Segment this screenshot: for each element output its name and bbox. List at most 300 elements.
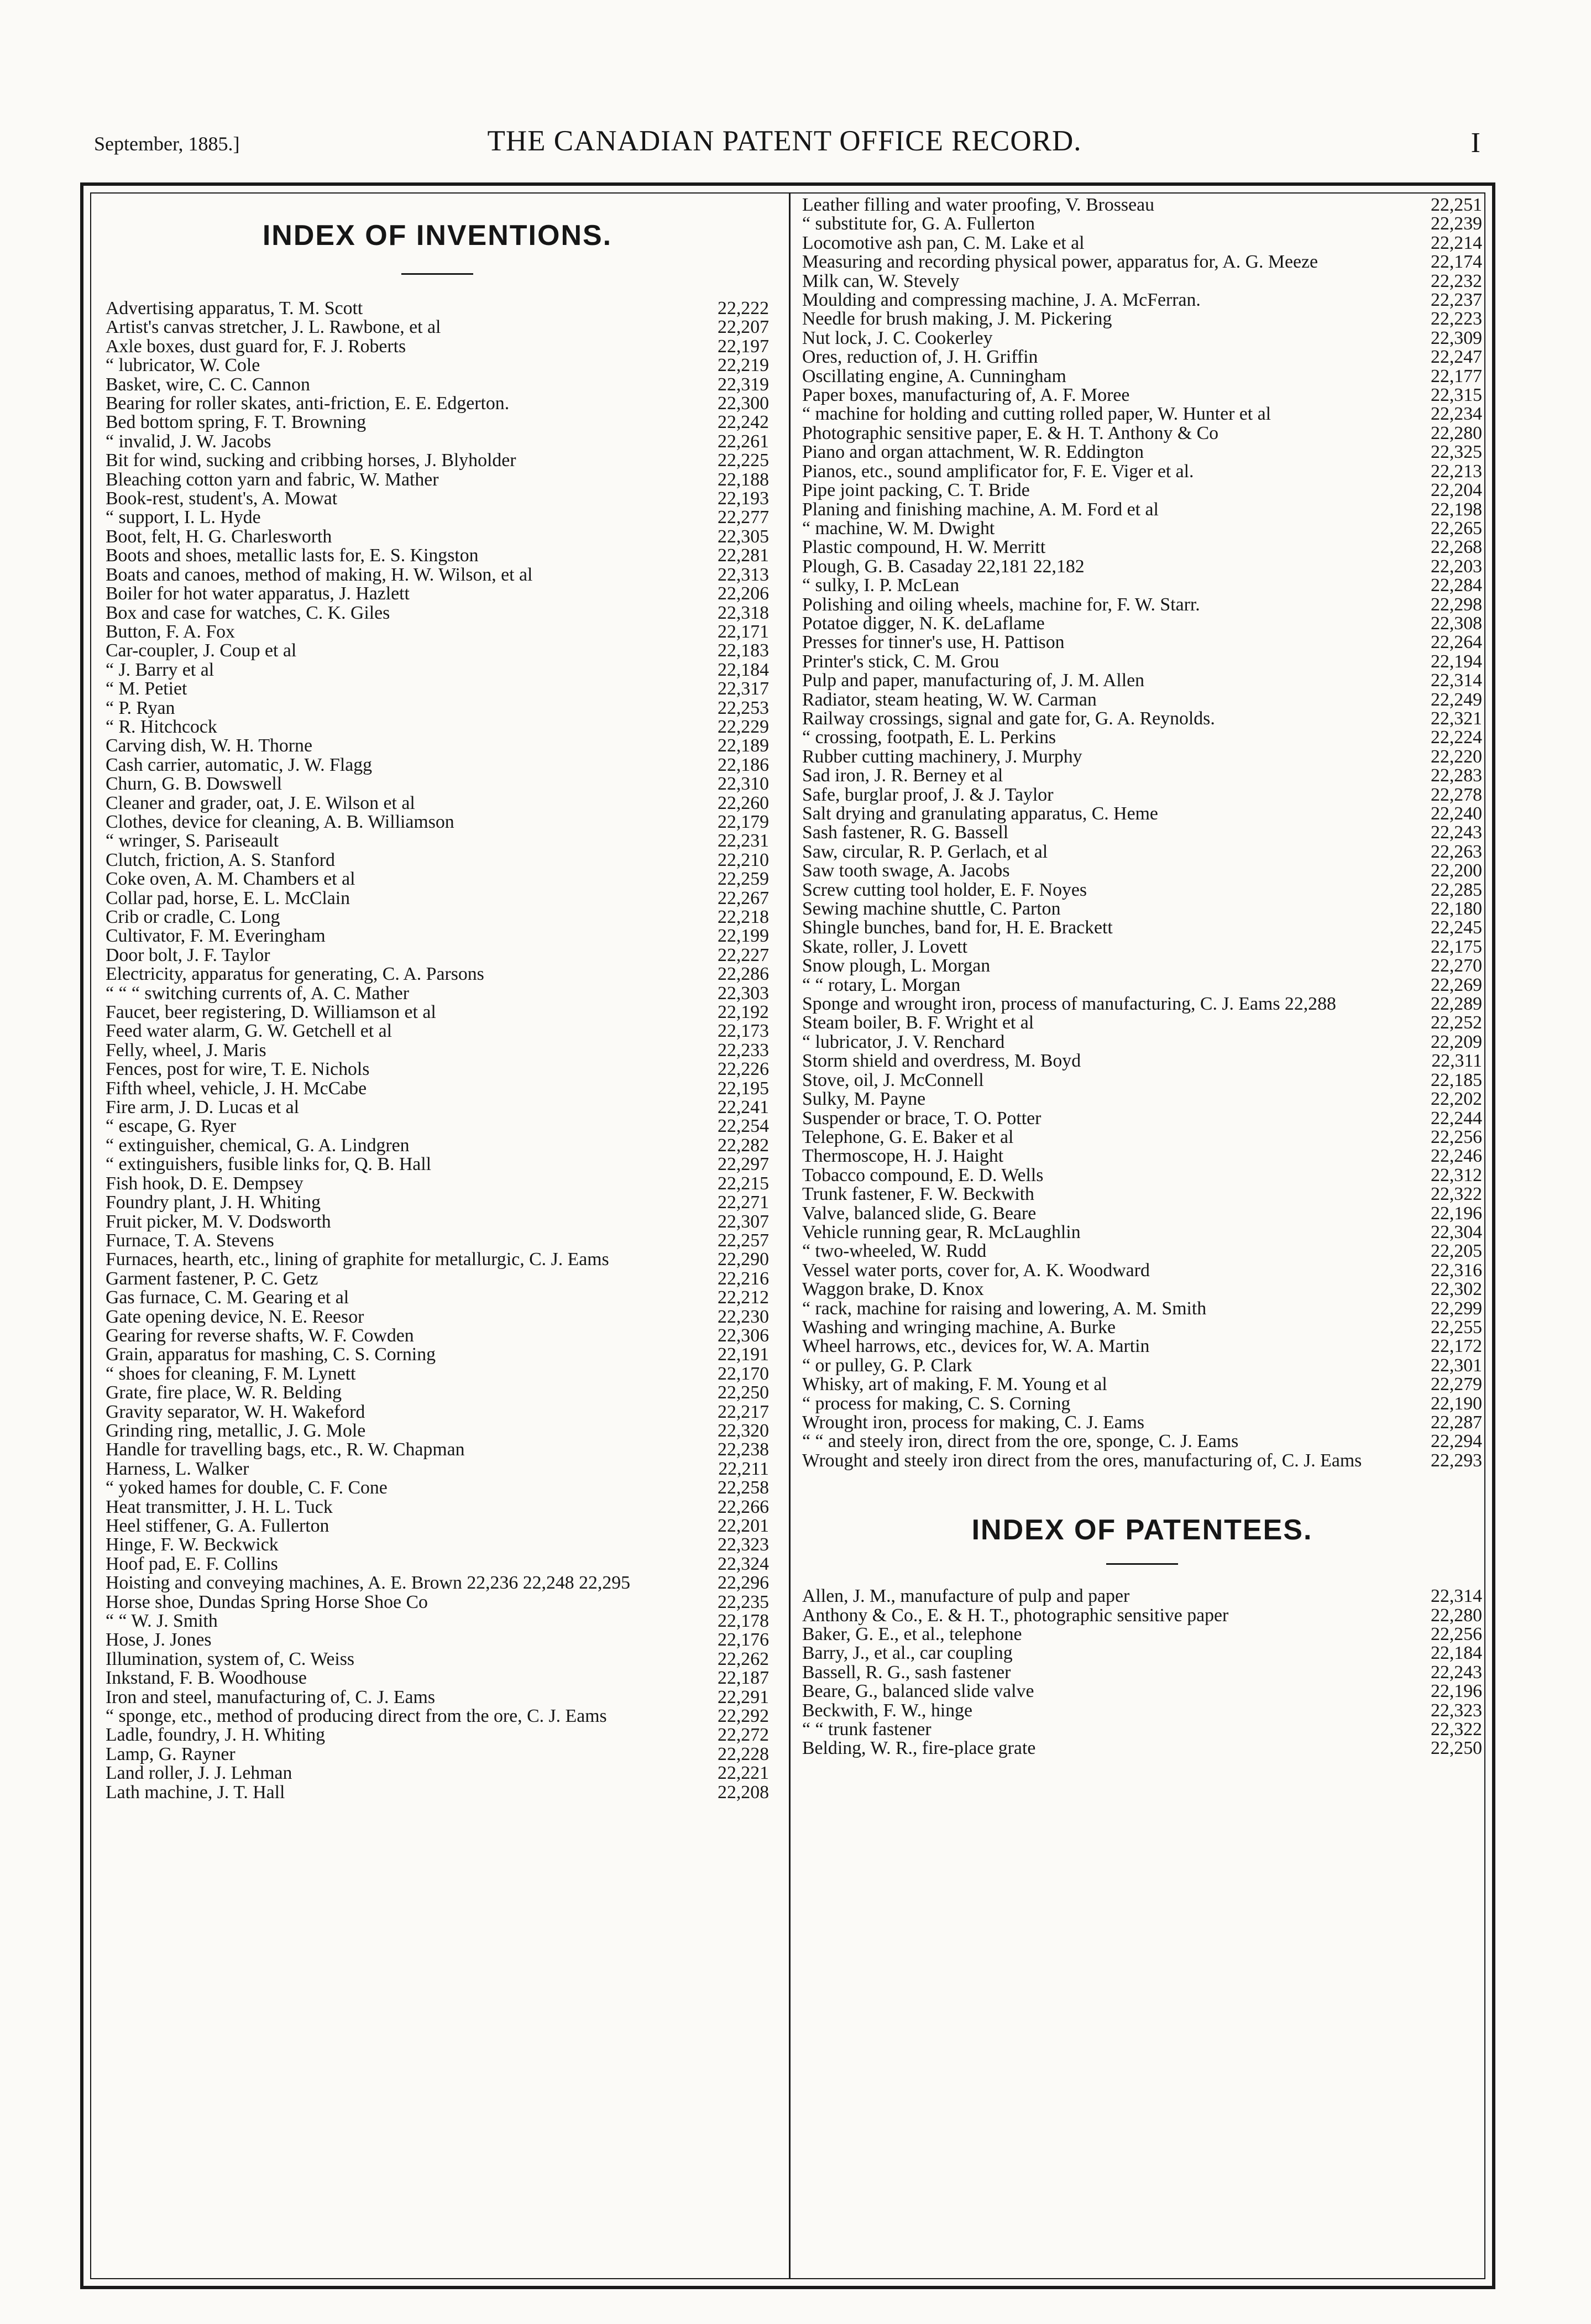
patent-number: 22,241 xyxy=(718,1097,769,1118)
entry-text: “ shoes for cleaning, F. M. Lynett xyxy=(106,1363,356,1384)
entry-text: Polishing and oiling wheels, machine for, F. W. Starr. xyxy=(802,594,1200,615)
index-entry xyxy=(106,1555,769,1574)
entry-text: Heat transmitter, J. H. L. Tuck xyxy=(106,1496,333,1517)
entry-text: Whisky, art of making, F. M. Young et al xyxy=(802,1374,1107,1395)
index-entry xyxy=(106,927,769,946)
index-entry xyxy=(802,1375,1482,1394)
entry-text: Tobacco compound, E. D. Wells xyxy=(802,1164,1044,1185)
index-entry xyxy=(802,1299,1482,1318)
patent-number: 22,313 xyxy=(718,564,769,585)
patent-number: 22,180 xyxy=(1431,899,1482,920)
index-entry xyxy=(802,1451,1482,1470)
index-entry xyxy=(106,1593,769,1612)
entry-text: “ rack, machine for raising and lowering, A. M. Smith xyxy=(802,1298,1207,1319)
patent-number: 22,283 xyxy=(1431,765,1482,786)
entry-text: “ “ “ switching currents of, A. C. Mather xyxy=(106,983,410,1004)
index-entry xyxy=(802,596,1482,614)
patent-number: 22,215 xyxy=(718,1173,769,1194)
index-entry xyxy=(106,1079,769,1098)
entry-text: Presses for tinner's use, H. Pattison xyxy=(802,632,1065,653)
patent-number: 22,242 xyxy=(718,412,769,433)
entry-text: Steam boiler, B. F. Wright et al xyxy=(802,1012,1034,1033)
entry-text: Snow plough, L. Morgan xyxy=(802,955,991,976)
patent-number: 22,243 xyxy=(1431,822,1482,843)
index-entry xyxy=(106,1117,769,1136)
entry-text: Cultivator, F. M. Everingham xyxy=(106,926,326,947)
index-entry xyxy=(802,481,1482,500)
index-entry xyxy=(106,1365,769,1383)
entry-text: Illumination, system of, C. Weiss xyxy=(106,1648,355,1669)
patent-number: 22,199 xyxy=(718,926,769,947)
entry-text: Baker, G. E., et al., telephone xyxy=(802,1624,1022,1645)
entry-text: “ support, I. L. Hyde xyxy=(106,507,261,528)
patent-number: 22,322 xyxy=(1431,1184,1482,1205)
entry-text: Ladle, foundry, J. H. Whiting xyxy=(106,1725,326,1746)
patent-number: 22,314 xyxy=(1431,670,1482,691)
index-entry xyxy=(106,318,769,337)
patent-number: 22,220 xyxy=(1431,746,1482,767)
index-entry xyxy=(802,1644,1482,1663)
patent-number: 22,316 xyxy=(1431,1260,1482,1281)
entry-text: Bed bottom spring, F. T. Browning xyxy=(106,412,367,433)
entry-text: Churn, G. B. Dowswell xyxy=(106,774,282,795)
index-entry xyxy=(802,709,1482,728)
patent-number: 22,246 xyxy=(1431,1146,1482,1167)
page-number: I xyxy=(1470,127,1480,159)
patent-number: 22,207 xyxy=(718,317,769,338)
index-entry xyxy=(106,528,769,546)
patent-number: 22,303 xyxy=(718,983,769,1004)
patent-number: 22,307 xyxy=(718,1211,769,1232)
index-entry xyxy=(802,1204,1482,1223)
index-entry xyxy=(106,1326,769,1345)
patentees-index-title: INDEX OF PATENTEES. xyxy=(971,1514,1313,1547)
entry-text: Saw, circular, R. P. Gerlach, et al xyxy=(802,841,1048,862)
index-entry xyxy=(106,1650,769,1669)
patent-number: 22,251 xyxy=(1431,195,1482,215)
patent-number: 22,245 xyxy=(1431,917,1482,938)
entry-text: Gravity separator, W. H. Wakeford xyxy=(106,1401,365,1422)
patent-number: 22,319 xyxy=(718,374,769,395)
entry-text: Saw tooth swage, A. Jacobs xyxy=(802,860,1010,881)
patent-number: 22,231 xyxy=(718,831,769,852)
patent-number: 22,317 xyxy=(718,678,769,699)
patent-number: 22,212 xyxy=(718,1287,769,1308)
index-entry xyxy=(106,1517,769,1536)
index-entry xyxy=(802,1242,1482,1261)
patent-number: 22,308 xyxy=(1431,613,1482,634)
patent-number: 22,299 xyxy=(1431,1298,1482,1319)
entry-text: “ M. Petiet xyxy=(106,678,187,699)
patent-number: 22,285 xyxy=(1431,879,1482,900)
patent-number: 22,260 xyxy=(718,792,769,813)
patent-number: 22,198 xyxy=(1431,499,1482,520)
entry-text: Bit for wind, sucking and cribbing horses, J. Blyholder xyxy=(106,450,516,471)
entry-text: “ sulky, I. P. McLean xyxy=(802,575,960,596)
entry-text: Safe, burglar proof, J. & J. Taylor xyxy=(802,784,1054,805)
entry-text: Collar pad, horse, E. L. McClain xyxy=(106,887,350,908)
index-entry xyxy=(802,1185,1482,1204)
index-entry xyxy=(802,1663,1482,1682)
index-entry xyxy=(106,337,769,356)
index-entry xyxy=(802,766,1482,785)
index-entry xyxy=(106,775,769,793)
entry-text: “ “ W. J. Smith xyxy=(106,1611,218,1632)
patent-number: 22,314 xyxy=(1431,1586,1482,1607)
patent-number: 22,196 xyxy=(1431,1203,1482,1224)
entry-text: Needle for brush making, J. M. Pickering xyxy=(802,309,1112,330)
patent-number: 22,268 xyxy=(1431,537,1482,558)
index-entry xyxy=(802,405,1482,424)
patent-number: 22,205 xyxy=(1431,1241,1482,1262)
patent-number: 22,174 xyxy=(1431,252,1482,273)
patent-number: 22,320 xyxy=(718,1420,769,1441)
entry-text: Felly, wheel, J. Maris xyxy=(106,1040,266,1061)
index-entry xyxy=(802,995,1482,1014)
index-entry xyxy=(106,1783,769,1802)
index-entry xyxy=(106,1422,769,1440)
entry-text: “ J. Barry et al xyxy=(106,659,214,680)
patent-number: 22,264 xyxy=(1431,632,1482,653)
entry-text: Grinding ring, metallic, J. G. Mole xyxy=(106,1420,366,1441)
index-entry xyxy=(802,1395,1482,1413)
entry-text: “ invalid, J. W. Jacobs xyxy=(106,431,271,452)
index-entry xyxy=(802,1318,1482,1337)
patent-number: 22,185 xyxy=(1431,1069,1482,1090)
entry-text: Bassell, R. G., sash fastener xyxy=(802,1662,1011,1683)
entry-text: Iron and steel, manufacturing of, C. J. Eams xyxy=(106,1686,435,1707)
entry-text: Land roller, J. J. Lehman xyxy=(106,1763,292,1784)
patent-number: 22,293 xyxy=(1431,1450,1482,1471)
index-entry xyxy=(106,1136,769,1155)
index-entry xyxy=(802,918,1482,937)
entry-text: Gas furnace, C. M. Gearing et al xyxy=(106,1287,349,1308)
index-entry xyxy=(802,1739,1482,1758)
entry-text: Axle boxes, dust guard for, F. J. Roberts xyxy=(106,336,406,357)
entry-text: Printer's stick, C. M. Grou xyxy=(802,651,999,672)
patent-number: 22,194 xyxy=(1431,651,1482,672)
index-entry xyxy=(802,614,1482,633)
entry-text: “ process for making, C. S. Corning xyxy=(802,1393,1071,1414)
index-entry xyxy=(106,1193,769,1212)
index-entry xyxy=(106,946,769,965)
patent-number: 22,271 xyxy=(718,1192,769,1213)
patent-number: 22,306 xyxy=(718,1325,769,1346)
entry-text: Car-coupler, J. Coup et al xyxy=(106,640,297,661)
index-entry xyxy=(106,1213,769,1231)
entry-text: Radiator, steam heating, W. W. Carman xyxy=(802,689,1097,710)
index-entry xyxy=(106,1440,769,1459)
entry-text: Milk can, W. Stevely xyxy=(802,270,960,291)
index-entry xyxy=(802,1280,1482,1299)
patent-number: 22,197 xyxy=(718,336,769,357)
index-entry xyxy=(802,728,1482,747)
entry-text: Sewing machine shuttle, C. Parton xyxy=(802,899,1061,920)
entry-text: Fences, post for wire, T. E. Nichols xyxy=(106,1059,370,1080)
patent-number: 22,281 xyxy=(718,545,769,566)
index-entry xyxy=(106,641,769,660)
index-entry xyxy=(802,938,1482,957)
entry-text: Book-rest, student's, A. Mowat xyxy=(106,488,338,509)
index-entry xyxy=(802,1587,1482,1606)
patent-number: 22,261 xyxy=(718,431,769,452)
entry-text: “ P. Ryan xyxy=(106,697,175,718)
patent-number: 22,204 xyxy=(1431,480,1482,501)
index-entry xyxy=(106,1726,769,1745)
patent-number: 22,323 xyxy=(718,1534,769,1555)
index-entry xyxy=(802,843,1482,861)
patent-number: 22,309 xyxy=(1431,327,1482,348)
entry-text: Grain, apparatus for mashing, C. S. Corning xyxy=(106,1344,436,1365)
index-entry xyxy=(802,1090,1482,1109)
entry-text: Telephone, G. E. Baker et al xyxy=(802,1126,1014,1147)
patent-number: 22,256 xyxy=(1431,1126,1482,1147)
entry-text: Furnace, T. A. Stevens xyxy=(106,1230,274,1251)
patent-number: 22,279 xyxy=(1431,1374,1482,1395)
index-entry xyxy=(106,1631,769,1649)
patent-number: 22,294 xyxy=(1431,1431,1482,1452)
patent-number: 22,177 xyxy=(1431,365,1482,387)
patent-number: 22,217 xyxy=(718,1401,769,1422)
entry-text: Wrought and steely iron direct from the ores, manufacturing of, C. J. Eams xyxy=(802,1450,1362,1471)
index-entry xyxy=(802,1356,1482,1375)
index-entry xyxy=(802,557,1482,576)
entry-text: Sulky, M. Payne xyxy=(802,1089,926,1110)
index-entry xyxy=(802,329,1482,348)
left-column xyxy=(106,196,769,1802)
patent-number: 22,247 xyxy=(1431,347,1482,368)
entry-text: Garment fastener, P. C. Getz xyxy=(106,1268,318,1289)
entry-text: Carving dish, W. H. Thorne xyxy=(106,735,312,756)
patent-number: 22,218 xyxy=(718,907,769,927)
entry-text: Hoisting and conveying machines, A. E. Brown 22,236 22,248 22,295 xyxy=(106,1573,631,1594)
index-entry xyxy=(802,1052,1482,1070)
entry-text: Potatoe digger, N. K. deLaflame xyxy=(802,613,1045,634)
index-entry xyxy=(802,900,1482,918)
patent-number: 22,234 xyxy=(1431,404,1482,425)
entry-text: Basket, wire, C. C. Cannon xyxy=(106,374,310,395)
entry-text: Screw cutting tool holder, E. F. Noyes xyxy=(802,879,1087,900)
patent-number: 22,287 xyxy=(1431,1412,1482,1433)
index-entry xyxy=(106,413,769,432)
patent-number: 22,296 xyxy=(718,1573,769,1594)
patent-number: 22,187 xyxy=(718,1668,769,1689)
entry-text: Door bolt, J. F. Taylor xyxy=(106,944,270,965)
patent-number: 22,244 xyxy=(1431,1108,1482,1129)
entry-text: Fish hook, D. E. Dempsey xyxy=(106,1173,303,1194)
index-entry xyxy=(802,500,1482,519)
index-entry xyxy=(802,671,1482,690)
entry-text: Valve, balanced slide, G. Beare xyxy=(802,1203,1037,1224)
index-entry xyxy=(802,234,1482,253)
index-entry xyxy=(106,394,769,413)
index-entry xyxy=(802,576,1482,595)
entry-text: Paper boxes, manufacturing of, A. F. Moree xyxy=(802,385,1130,406)
patentees-section xyxy=(802,1513,1482,1758)
entry-text: Anthony & Co., E. & H. T., photographic sensitive paper xyxy=(802,1605,1229,1626)
index-entry xyxy=(802,823,1482,842)
patent-number: 22,210 xyxy=(718,849,769,870)
patent-number: 22,252 xyxy=(1431,1012,1482,1033)
entry-text: “ machine for holding and cutting rolled paper, W. Hunter et al xyxy=(802,404,1271,425)
entry-text: “ yoked hames for double, C. F. Cone xyxy=(106,1477,388,1498)
entry-text: Shingle bunches, band for, H. E. Brackett xyxy=(802,917,1113,938)
index-entry xyxy=(106,699,769,718)
entry-text: Trunk fastener, F. W. Beckwith xyxy=(802,1184,1034,1205)
entry-text: Hoof pad, E. F. Collins xyxy=(106,1553,278,1574)
entry-text: Gearing for reverse shafts, W. F. Cowden xyxy=(106,1325,414,1346)
index-entry xyxy=(106,1288,769,1307)
index-entry xyxy=(802,1223,1482,1242)
index-entry xyxy=(106,1574,769,1592)
index-entry xyxy=(802,367,1482,386)
patent-number: 22,213 xyxy=(1431,461,1482,482)
patent-number: 22,280 xyxy=(1431,1605,1482,1626)
entry-text: “ substitute for, G. A. Fullerton xyxy=(802,213,1035,234)
index-frame xyxy=(80,182,1495,2289)
right-column xyxy=(802,196,1482,1758)
index-entry xyxy=(106,471,769,489)
entry-text: Heel stiffener, G. A. Fullerton xyxy=(106,1516,329,1536)
entry-text: Nut lock, J. C. Cookerley xyxy=(802,327,993,348)
patent-number: 22,229 xyxy=(718,716,769,737)
index-entry xyxy=(802,1128,1482,1147)
entry-text: Bearing for roller skates, anti-friction, E. E. Edgerton. xyxy=(106,393,510,414)
patent-number: 22,173 xyxy=(718,1021,769,1042)
entry-text: Button, F. A. Fox xyxy=(106,621,235,642)
patent-number: 22,211 xyxy=(718,1458,769,1479)
entry-text: Hose, J. Jones xyxy=(106,1630,212,1651)
entry-text: Fifth wheel, vehicle, J. H. McCabe xyxy=(106,1078,367,1099)
index-entry xyxy=(106,451,769,470)
index-entry xyxy=(106,1155,769,1174)
inventions-list-right xyxy=(802,196,1482,1470)
patent-number: 22,318 xyxy=(718,602,769,623)
patent-number: 22,189 xyxy=(718,735,769,756)
patent-number: 22,263 xyxy=(1431,841,1482,862)
index-entry xyxy=(106,584,769,603)
index-entry xyxy=(802,1720,1482,1739)
entry-text: Photographic sensitive paper, E. & H. T. Anthony & Co xyxy=(802,422,1219,443)
patent-number: 22,250 xyxy=(1431,1738,1482,1759)
title-rule xyxy=(1106,1563,1178,1565)
patent-number: 22,259 xyxy=(718,869,769,890)
patent-number: 22,257 xyxy=(718,1230,769,1251)
patent-number: 22,278 xyxy=(1431,784,1482,805)
index-entry xyxy=(802,652,1482,671)
index-entry xyxy=(106,489,769,508)
index-entry xyxy=(802,443,1482,462)
patent-number: 22,172 xyxy=(1431,1336,1482,1357)
entry-text: Advertising apparatus, T. M. Scott xyxy=(106,298,363,318)
index-entry xyxy=(106,1345,769,1364)
patent-number: 22,193 xyxy=(718,488,769,509)
index-entry xyxy=(802,748,1482,766)
patent-number: 22,186 xyxy=(718,754,769,775)
index-entry xyxy=(802,215,1482,233)
index-entry xyxy=(802,1261,1482,1280)
patent-number: 22,249 xyxy=(1431,689,1482,710)
entry-text: Boot, felt, H. G. Charlesworth xyxy=(106,526,332,547)
patent-number: 22,228 xyxy=(718,1743,769,1764)
patent-number: 22,196 xyxy=(1431,1681,1482,1702)
index-entry xyxy=(106,1060,769,1079)
index-entry xyxy=(802,1413,1482,1432)
index-entry xyxy=(106,623,769,641)
page-header xyxy=(88,124,1480,169)
entry-text: Suspender or brace, T. O. Potter xyxy=(802,1108,1042,1129)
entry-text: “ machine, W. M. Dwight xyxy=(802,518,995,539)
entry-text: Clutch, friction, A. S. Stanford xyxy=(106,849,335,870)
index-entry xyxy=(106,851,769,870)
index-entry xyxy=(106,1383,769,1402)
entry-text: Boats and canoes, method of making, H. W. Wilson, et al xyxy=(106,564,533,585)
entry-text: “ sponge, etc., method of producing direct from the ore, C. J. Eams xyxy=(106,1706,607,1727)
index-entry xyxy=(802,786,1482,805)
index-entry xyxy=(802,1014,1482,1032)
patent-number: 22,292 xyxy=(718,1706,769,1727)
index-entry xyxy=(802,1625,1482,1644)
patent-number: 22,171 xyxy=(718,621,769,642)
entry-text: Clothes, device for cleaning, A. B. Williamson xyxy=(106,811,454,832)
entry-text: Pianos, etc., sound amplificator for, F. E. Viger et al. xyxy=(802,461,1194,482)
patent-number: 22,266 xyxy=(718,1496,769,1517)
index-entry xyxy=(802,1071,1482,1090)
patent-number: 22,200 xyxy=(1431,860,1482,881)
index-entry xyxy=(106,566,769,584)
entry-text: “ escape, G. Ryer xyxy=(106,1116,237,1137)
index-entry xyxy=(106,604,769,623)
entry-text: Cash carrier, automatic, J. W. Flagg xyxy=(106,754,373,775)
index-entry xyxy=(106,889,769,908)
entry-text: Feed water alarm, G. W. Getchell et al xyxy=(106,1021,392,1042)
patent-number: 22,302 xyxy=(1431,1279,1482,1300)
entry-text: Boots and shoes, metallic lasts for, E. S. Kingston xyxy=(106,545,479,566)
index-entry xyxy=(106,1174,769,1193)
index-entry xyxy=(106,1707,769,1726)
entry-text: Railway crossings, signal and gate for, G. A. Reynolds. xyxy=(802,708,1215,729)
patent-number: 22,176 xyxy=(718,1630,769,1651)
entry-text: Barry, J., et al., car coupling xyxy=(802,1643,1013,1664)
patent-number: 22,221 xyxy=(718,1763,769,1784)
patent-number: 22,312 xyxy=(1431,1164,1482,1185)
index-entry xyxy=(106,1479,769,1497)
index-entry xyxy=(106,1098,769,1117)
index-entry xyxy=(802,1147,1482,1166)
index-entry xyxy=(106,356,769,375)
index-entry xyxy=(106,1041,769,1060)
entry-text: Rubber cutting machinery, J. Murphy xyxy=(802,746,1082,767)
entry-text: “ crossing, footpath, E. L. Perkins xyxy=(802,727,1056,748)
entry-text: Allen, J. M., manufacture of pulp and paper xyxy=(802,1586,1130,1607)
patent-number: 22,240 xyxy=(1431,803,1482,824)
patent-number: 22,325 xyxy=(1431,442,1482,463)
patent-number: 22,322 xyxy=(1431,1719,1482,1740)
patent-number: 22,290 xyxy=(718,1249,769,1270)
patent-number: 22,233 xyxy=(718,1040,769,1061)
patent-number: 22,262 xyxy=(718,1648,769,1669)
entry-text: Furnaces, hearth, etc., lining of graphite for metallurgic, C. J. Eams xyxy=(106,1249,609,1270)
entry-text: “ lubricator, J. V. Renchard xyxy=(802,1031,1005,1052)
entry-text: “ R. Hitchcock xyxy=(106,716,217,737)
entry-text: Plough, G. B. Casaday 22,181 22,182 xyxy=(802,556,1085,577)
patent-number: 22,286 xyxy=(718,964,769,985)
entry-text: Sash fastener, R. G. Bassell xyxy=(802,822,1009,843)
entry-text: “ “ trunk fastener xyxy=(802,1719,931,1740)
patent-number: 22,272 xyxy=(718,1725,769,1746)
index-entry xyxy=(802,348,1482,367)
patent-number: 22,206 xyxy=(718,583,769,604)
